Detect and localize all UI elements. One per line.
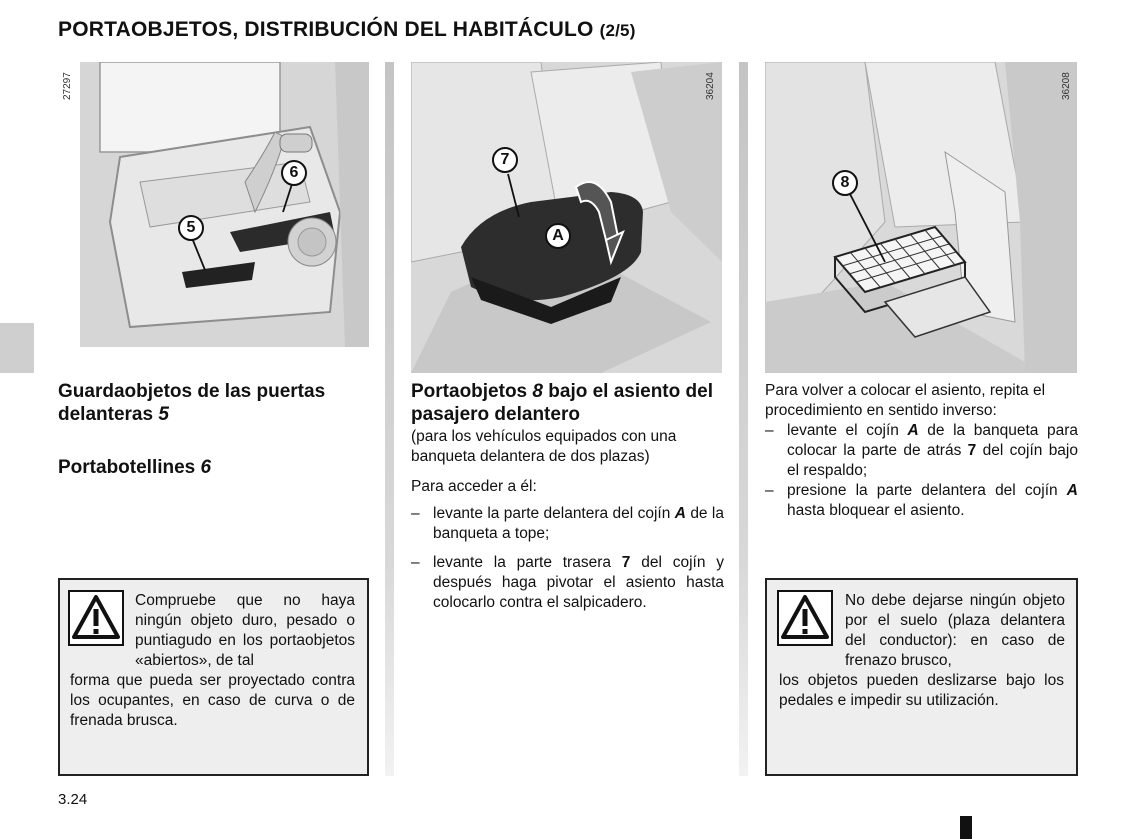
door-illustration [80,62,369,347]
warning-text-col1-line1: Compruebe que no haya ningún objeto duro, pesado o puntiagudo en los portaobjetos «abiertos», de tal [135,592,355,669]
step-lift-front: – levante la parte delantera del cojín A de la banqueta a tope; [411,505,724,542]
figure-ref-36208: 36208 [1061,72,1072,100]
intro-access: Para acceder a él: [411,478,537,495]
intro-reinstall: Para volver a colocar el asiento, repita el procedimiento en sentido inverso: [765,382,1046,419]
figure-ref-36204: 36204 [705,72,716,100]
callout-A: A [545,223,571,249]
column-separator-1 [385,62,394,776]
step-lift-cushion: – levante el cojín A de la banqueta para colocar la parte de atrás 7 del cojín bajo el respaldo; [765,422,1078,479]
warning-triangle-icon [68,590,124,646]
warning-triangle-icon [777,590,833,646]
page-number: 3.24 [58,791,88,808]
figure-seat-lift [411,62,722,373]
basket-illustration [765,62,1077,373]
heading-under-seat-storage: Portaobjetos 8 bajo el asiento del pasajero delantero [411,381,713,425]
callout-6: 6 [281,160,307,186]
section-tab [0,323,34,373]
heading-bottle-holder: Portabotellines 6 [58,457,212,478]
corner-mark [960,816,972,839]
column-separator-2 [739,62,748,776]
warning-text-col3-line2: los objetos pueden deslizarse bajo los pedales e impedir su utilización. [779,672,1064,709]
callout-8: 8 [832,170,858,196]
subtitle-vehicle-note: (para los vehículos equipados con una banqueta delantera de dos plazas) [411,428,677,465]
warning-text-col1-line2: forma que pueda ser proyectado contra los ocupantes, en caso de curva o de frenada brusca. [70,672,355,729]
seat-illustration [411,62,722,373]
callout-5: 5 [178,215,204,241]
page-title [58,18,636,42]
step-press-front: – presione la parte delantera del cojín A hasta bloquear el asiento. [765,482,1078,519]
page-title-text: PORTAOBJETOS, DISTRIBUCIÓN DEL HABITÁCULO [58,18,594,41]
step-lift-rear: – levante la parte trasera 7 del cojín y después haga pivotar el asiento hasta colocarlo contra el salpicadero. [411,554,724,611]
heading-door-storage: Guardaobjetos de las puertas delanteras 5 [58,381,326,425]
figure-ref-27297: 27297 [62,72,73,100]
warning-box-col3 [765,578,1078,776]
figure-door-storage [80,62,369,347]
callout-7: 7 [492,147,518,173]
figure-under-seat-basket [765,62,1077,373]
page-title-part: (2/5) [599,21,636,40]
warning-box-col1 [58,578,369,776]
warning-text-col3-line1: No debe dejarse ningún objeto por el suelo (plaza delantera del conductor): en caso de frenazo brusco, [845,592,1065,669]
